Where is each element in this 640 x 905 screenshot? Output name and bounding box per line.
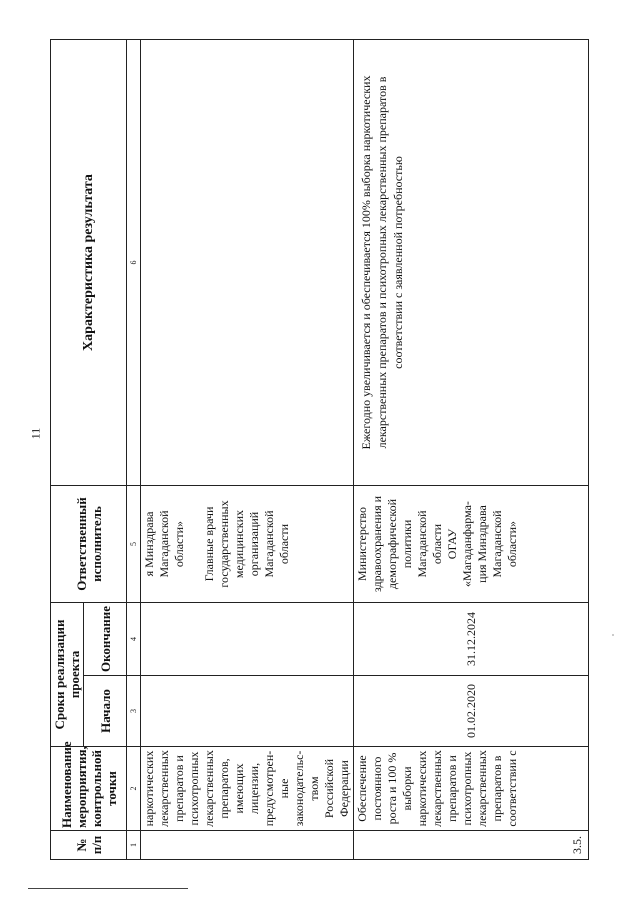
footer-rule [28,888,188,889]
column-index-row [127,40,141,860]
header-num: № п/п [51,831,127,860]
row-responsible-continued: я Минздрава Магаданской области» [142,510,186,578]
column-index: 2 [127,747,141,831]
header-row-1 [51,40,84,860]
rotated-table-page [50,40,632,860]
row-result [141,40,354,486]
row-result: Ежегодно увеличивается и обеспечивается 100% выборка наркотических лекарственных препаратов и психотропных лекарственных препаратов в соответствии с заявленной потребностью [354,40,589,486]
row-num: 3.5. [354,831,589,860]
column-index: 4 [127,603,141,676]
column-index: 5 [127,486,141,603]
table-row [354,40,589,860]
column-index: 3 [127,676,141,747]
table-row [141,40,354,860]
page-number: 11 [28,427,43,440]
header-responsible: Ответственный исполнитель [51,486,127,603]
row-num [141,831,354,860]
header-period: Сроки реализации проекта [51,603,84,747]
header-end: Окончание [84,603,127,676]
column-index: 6 [127,40,141,486]
scan-speck [612,634,614,636]
header-start: Начало [84,676,127,747]
row-start: 01.02.2020 [354,676,589,747]
activities-table [50,39,589,860]
column-index: 1 [127,831,141,860]
header-name: Наименование мероприятия, контрольной точки [51,747,127,831]
row-start [141,676,354,747]
row-end [141,603,354,676]
row-responsible: Министерство здравоохранения и демографической политики Магаданской области ОГАУ «Магаданфарма- ция Минздрава Магаданской области» [354,486,589,603]
row-name: Обеспечение постоянного роста и 100 % выборки наркотических лекарственных препаратов и психотропных лекарственных препаратов в соответствии с [354,747,589,831]
header-result: Характеристика результата [51,40,127,486]
row-responsible [141,486,354,603]
row-responsible-chief-doctors: Главные врачи государственных медицинских организаций Магаданской области [202,500,291,588]
row-name: наркотических лекарственных препаратов и психотропных лекарственных препаратов, имеющих лицензии, предусмотрен- ные законодательс- твом Российской Федерации [141,747,354,831]
row-end: 31.12.2024 [354,603,589,676]
